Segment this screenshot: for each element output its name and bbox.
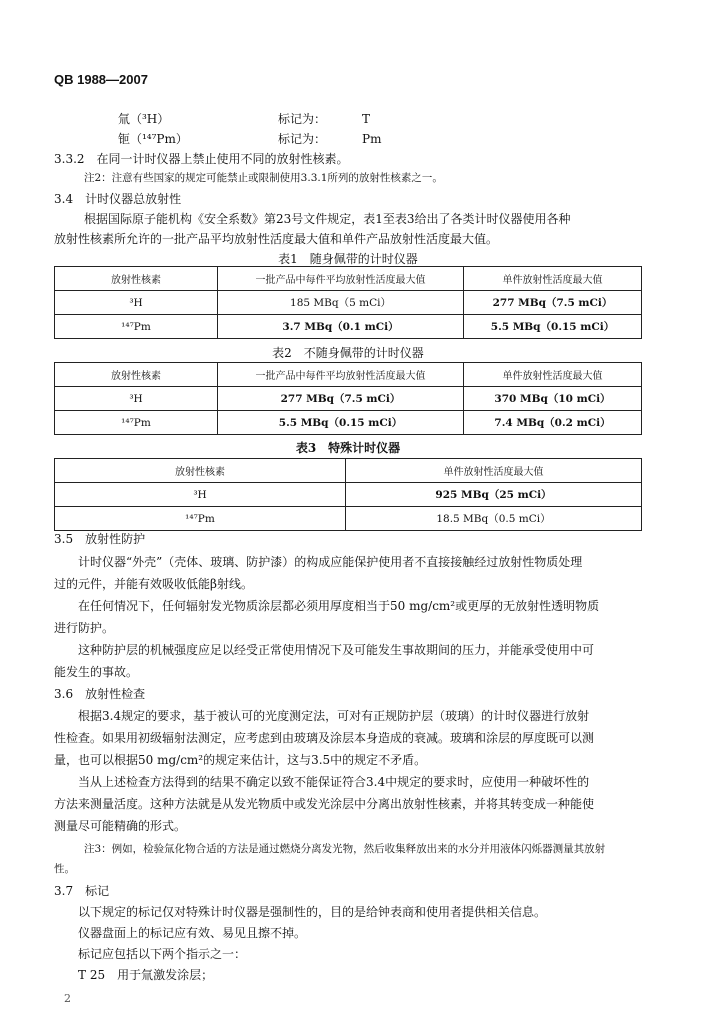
section-3-6-p2-line1: 当从上述检查方法得到的结果不确定以致不能保证符合3.4中规定的要求时，应使用一种破坏性的 <box>54 775 590 789</box>
section-3-6-p1-line2: 性检查。如果用初级辐射法测定，应考虑到由玻璃及涂层本身造成的衰减。玻璃和涂层的厚度既可以测 <box>54 731 595 745</box>
note-3-line1: 注3：例如，检验氚化物合适的方法是通过燃烧分离发光物，然后收集释放出来的水分并用液体闪烁器测量其放射 <box>84 843 606 855</box>
section-3-5-p3-line1: 这种防护层的机械强度应足以经受正常使用情况下及可能发生事故期间的压力，并能承受使用中可 <box>54 643 595 657</box>
table3-caption: 表3 特殊计时仪器 <box>295 441 401 455</box>
isotope-promethium-label: 标记为： <box>278 132 327 146</box>
table2-cell: 370 MBq（10 mCi） <box>464 387 642 411</box>
table3-header-single-max: 单件放射性活度最大值 <box>346 459 642 483</box>
section-3-6-heading: 3.6 放射性检查 <box>54 687 146 701</box>
isotope-tritium-label: 标记为： <box>278 112 327 126</box>
table3 <box>54 458 642 531</box>
section-3-3-2: 3.3.2 在同一计时仪器上禁止使用不同的放射性核素。 <box>54 152 349 166</box>
table1-cell: 277 MBq（7.5 mCi） <box>464 291 642 315</box>
table2-cell: 5.5 MBq（0.15 mCi） <box>218 411 464 435</box>
isotope-promethium-name: 钷（¹⁴⁷Pm） <box>118 132 188 146</box>
section-3-5-p1-line1: 计时仪器“外壳”（壳体、玻璃、防护漆）的构成应能保护使用者不直接接触经过放射性物质处理 <box>54 555 583 569</box>
table2-cell: 7.4 MBq（0.2 mCi） <box>464 411 642 435</box>
table-row <box>55 507 642 531</box>
table-row <box>55 411 642 435</box>
table3-cell: 18.5 MBq（0.5 mCi） <box>346 507 642 531</box>
section-3-7-heading: 3.7 标记 <box>54 884 110 898</box>
table3-cell: 925 MBq（25 mCi） <box>346 483 642 507</box>
section-3-4-para-line1: 根据国际原子能机构《安全系数》第23号文件规定，表1至表3给出了各类计时仪器使用各种 <box>84 212 571 226</box>
table1-header-batch-average: 一批产品中每件平均放射性活度最大值 <box>218 267 464 291</box>
table1-header-single-max: 单件放射性活度最大值 <box>464 267 642 291</box>
table1-cell: 185 MBq（5 mCi） <box>218 291 464 315</box>
table2-cell: ¹⁴⁷Pm <box>55 411 218 435</box>
section-3-5-p2-line1: 在任何情况下，任何辐射发光物质涂层都必须用厚度相当于50 mg/cm²或更厚的无放射性透明物质 <box>54 599 600 613</box>
table1-header-nuclide: 放射性核素 <box>55 267 218 291</box>
section-3-6-p1-line1: 根据3.4规定的要求，基于被认可的光度测定法，可对有正规防护层（玻璃）的计时仪器进行放射 <box>54 709 590 723</box>
section-3-6-p1-line3: 量，也可以根据50 mg/cm²的规定来估计，这与3.5中的规定不矛盾。 <box>54 753 427 767</box>
table1-cell: 5.5 MBq（0.15 mCi） <box>464 315 642 339</box>
section-3-6-p2-line2: 方法来测量活度。这种方法就是从发光物质中或发光涂层中分离出放射性核素，并将其转变成一种能使 <box>54 797 595 811</box>
section-3-5-p3-line2: 能发生的事故。 <box>54 665 139 679</box>
section-3-5-p1-line2: 过的元件，并能有效吸收低能β射线。 <box>54 577 253 591</box>
table2-cell: ³H <box>55 387 218 411</box>
table2-header-batch-average: 一批产品中每件平均放射性活度最大值 <box>218 363 464 387</box>
table2-caption: 表2 不随身佩带的计时仪器 <box>272 346 424 360</box>
section-3-5-p2-line2: 进行防护。 <box>54 621 115 635</box>
table1-cell: ³H <box>55 291 218 315</box>
table3-header-nuclide: 放射性核素 <box>55 459 346 483</box>
table1 <box>54 266 642 339</box>
isotope-tritium-name: 氚（³H） <box>118 112 170 126</box>
table1-caption: 表1 随身佩带的计时仪器 <box>278 252 418 266</box>
section-3-7-p1: 以下规定的标记仅对特殊计时仪器是强制性的，目的是给钟表商和使用者提供相关信息。 <box>54 905 547 919</box>
isotope-promethium-mark: Pm <box>362 132 382 146</box>
table-row <box>55 315 642 339</box>
page-number: 2 <box>64 992 71 1005</box>
section-3-7-p2: 仪器盘面上的标记应有效、易见且擦不掉。 <box>54 926 307 940</box>
table2-header-nuclide: 放射性核素 <box>55 363 218 387</box>
section-3-4-heading: 3.4 计时仪器总放射性 <box>54 192 182 206</box>
standard-code: QB 1988—2007 <box>54 72 148 87</box>
table2-cell: 277 MBq（7.5 mCi） <box>218 387 464 411</box>
table-row <box>55 291 642 315</box>
section-3-6-p2-line3: 测量尽可能精确的形式。 <box>54 819 187 833</box>
section-3-7-p4: T 25 用于氚激发涂层； <box>54 968 214 982</box>
table2 <box>54 362 642 435</box>
table1-cell: ¹⁴⁷Pm <box>55 315 218 339</box>
table3-cell: ³H <box>55 483 346 507</box>
table2-header-single-max: 单件放射性活度最大值 <box>464 363 642 387</box>
section-3-5-heading: 3.5 放射性防护 <box>54 532 146 546</box>
section-3-4-para-line2: 放射性核素所允许的一批产品平均放射性活度最大值和单件产品放射性活度最大值。 <box>54 232 499 246</box>
table-row <box>55 387 642 411</box>
isotope-tritium-mark: T <box>362 112 371 126</box>
table-row <box>55 483 642 507</box>
section-3-7-p3: 标记应包括以下两个指示之一： <box>54 947 247 961</box>
note-3-line2: 性。 <box>54 863 75 875</box>
note-2: 注2：注意有些国家的规定可能禁止或限制使用3.3.1所列的放射性核素之一。 <box>84 172 443 184</box>
table3-cell: ¹⁴⁷Pm <box>55 507 346 531</box>
table1-cell: 3.7 MBq（0.1 mCi） <box>218 315 464 339</box>
